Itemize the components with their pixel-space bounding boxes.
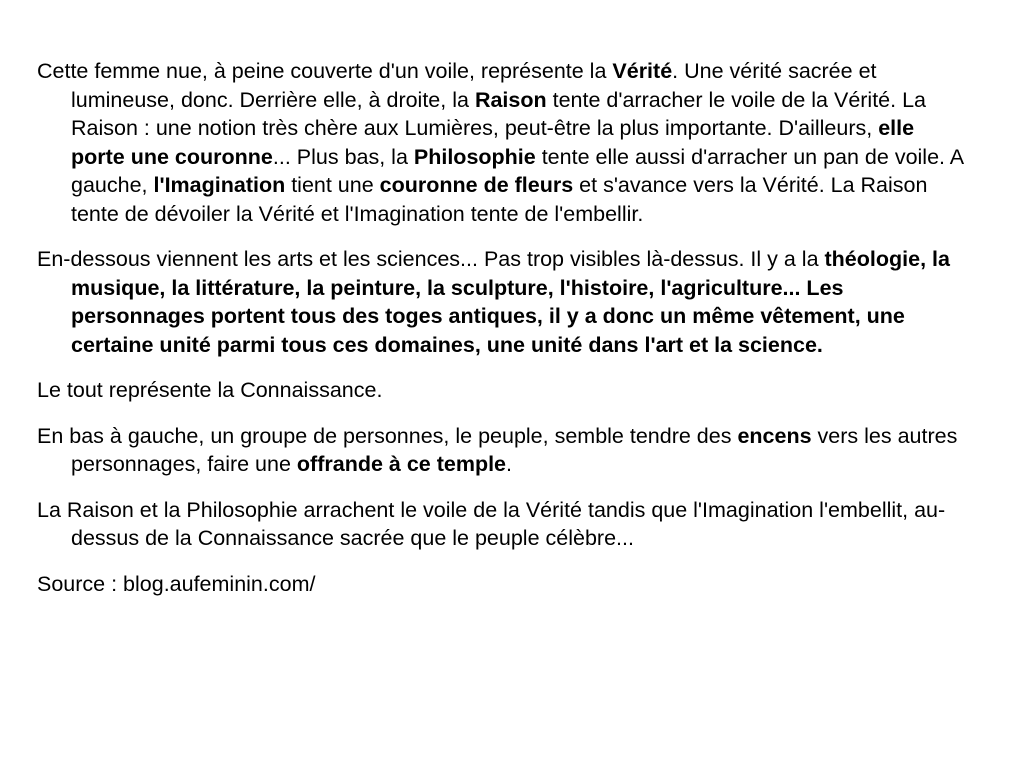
text-segment: tente d'arracher le voile de la Vérité. La Raison : une notion très chère aux Lumières, peut-être la plus importante. D'ailleurs, (71, 87, 927, 140)
text-segment: Cette femme nue, à peine couverte d'un voile, représente la (37, 59, 613, 83)
bold-term-encens: encens (737, 423, 812, 448)
paragraph-verite (37, 57, 967, 228)
text-segment: . (506, 452, 512, 476)
bold-term-philosophie: Philosophie (413, 144, 536, 169)
bold-arts-list: théologie, la musique, la littérature, la peinture, la sculpture, l'histoire, l'agriculture... Les personnages portent tous des toges antiques, il y a donc un même vêtement, une certaine unité parmi tous ces domaines, une unité dans l'art et la science. (71, 247, 950, 357)
text-segment: et s'avance vers la Vérité. La Raison tente de dévoiler la Vérité et l'Imagination tente de l'embellir. (71, 173, 928, 226)
bold-term-imagination: l'Imagination (153, 173, 286, 197)
bold-term-couronne-de-fleurs: couronne de fleurs (379, 173, 574, 197)
paragraph-connaissance (37, 376, 967, 405)
text-segment: La Raison et la Philosophie arrachent le voile de la Vérité tandis que l'Imagination l'embellit, au-dessus de la Connaissance sacrée que le peuple célèbre... (37, 497, 946, 550)
bold-term-raison: Raison (474, 87, 547, 112)
text-segment: En bas à gauche, un groupe de personnes, le peuple, semble tendre des (37, 423, 738, 448)
paragraph-peuple (37, 422, 967, 479)
bold-term-couronne: elle porte une couronne (71, 116, 915, 169)
paragraph-source (37, 570, 967, 599)
document-body (37, 57, 967, 615)
text-segment: ... Plus bas, la (272, 144, 414, 169)
text-segment: Le tout représente la Connaissance. (37, 378, 383, 402)
text-segment: tient une (285, 173, 380, 197)
source-citation: Source : blog.aufeminin.com/ (37, 571, 316, 596)
text-segment: En-dessous viennent les arts et les sciences... Pas trop visibles là-dessus. Il y a la (37, 247, 825, 271)
bold-term-offrande: offrande à ce temple (296, 452, 507, 476)
text-segment: vers les autres personnages, faire une (71, 423, 958, 476)
paragraph-summary (37, 496, 967, 553)
text-segment: tente elle aussi d'arracher un pan de voile. A gauche, (71, 144, 963, 197)
text-segment: . Une vérité sacrée et lumineuse, donc. Derrière elle, à droite, la (71, 59, 877, 112)
bold-term-verite: Vérité (612, 59, 673, 83)
paragraph-arts-sciences (37, 245, 967, 359)
